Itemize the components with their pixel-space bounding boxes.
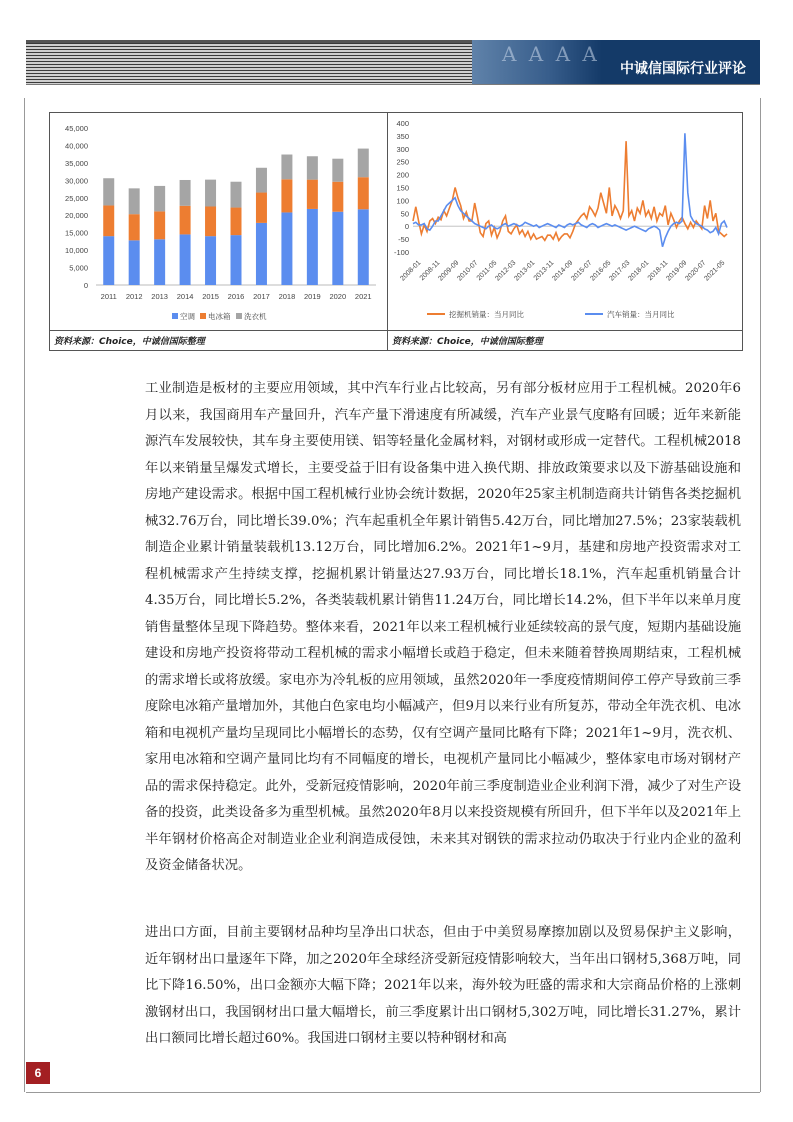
page-header <box>26 40 760 84</box>
legend-swatch <box>200 313 206 319</box>
y-tick-label: 0 <box>83 281 88 290</box>
y-tick-label: 0 <box>404 222 409 232</box>
x-tick-label: 2012-03 <box>494 259 518 283</box>
bar-空调 <box>231 235 242 285</box>
x-tick-label: 2012 <box>125 292 143 301</box>
legend-swatch <box>236 313 242 319</box>
y-tick-label: 15,000 <box>65 228 88 238</box>
chart-source-right: 资料来源：Choice，中诚信国际整理 <box>392 337 543 347</box>
x-tick-label: 2013 <box>151 292 168 301</box>
y-tick-label: 150 <box>396 183 409 193</box>
bar-电冰箱 <box>231 208 242 236</box>
y-tick-label: 40,000 <box>65 141 88 151</box>
y-tick-label: 250 <box>396 157 409 167</box>
chart-divider <box>387 113 388 350</box>
chart-table <box>49 112 743 351</box>
bar-空调 <box>154 239 165 285</box>
x-tick-label: 2016 <box>227 292 245 301</box>
y-tick-label: 45,000 <box>65 124 88 133</box>
bar-电冰箱 <box>180 206 191 235</box>
bar-电冰箱 <box>281 179 292 212</box>
x-tick-label: 2013-11 <box>532 259 556 283</box>
y-tick-label: 50 <box>400 209 409 219</box>
x-tick-label: 2014 <box>176 292 194 301</box>
x-tick-label: 2020-07 <box>684 259 708 283</box>
legend-label: 洗衣机 <box>244 312 267 321</box>
x-tick-label: 2021 <box>354 292 372 301</box>
header-rule <box>26 84 760 85</box>
bar-电冰箱 <box>205 207 216 237</box>
y-tick-label: 20,000 <box>65 211 88 221</box>
x-tick-label: 2017-03 <box>608 259 632 283</box>
x-tick-label: 2008-11 <box>418 259 442 283</box>
x-tick-label: 2018-11 <box>646 259 670 283</box>
bar-电冰箱 <box>332 182 343 212</box>
y-tick-label: -100 <box>393 248 409 257</box>
x-tick-label: 2017 <box>253 292 270 301</box>
x-tick-label: 2021-05 <box>703 259 727 283</box>
x-tick-label: 2011 <box>100 292 117 301</box>
y-tick-label: 350 <box>396 131 409 141</box>
y-tick-label: 5,000 <box>69 263 88 273</box>
appliance-production-chart <box>50 113 387 330</box>
bar-电冰箱 <box>103 205 114 236</box>
legend-label: 挖掘机销量：当月同比 <box>449 310 524 319</box>
series-line-汽车销量：当月同比 <box>413 133 727 247</box>
chart-source-left: 资料来源：Choice，中诚信国际整理 <box>54 337 205 347</box>
y-tick-label: 25,000 <box>65 193 88 203</box>
x-tick-label: 2011-05 <box>475 259 499 283</box>
bar-电冰箱 <box>154 211 165 239</box>
y-tick-label: 10,000 <box>65 246 88 256</box>
bar-空调 <box>332 212 343 285</box>
x-tick-label: 2020 <box>329 292 347 301</box>
bar-洗衣机 <box>231 182 242 208</box>
bar-洗衣机 <box>281 155 292 180</box>
series-line-挖掘机销量：当月同比 <box>413 141 727 240</box>
bar-空调 <box>307 209 318 285</box>
x-tick-label: 2019 <box>304 292 321 301</box>
header-stripes <box>26 40 472 84</box>
x-tick-label: 2016-05 <box>589 259 613 283</box>
bar-洗衣机 <box>256 168 267 193</box>
bar-空调 <box>205 236 216 285</box>
bar-空调 <box>103 236 114 285</box>
chart-source-rule <box>50 330 742 331</box>
bar-洗衣机 <box>103 178 114 205</box>
x-tick-label: 2018-01 <box>627 259 651 283</box>
header-title: 中诚信国际行业评论 <box>620 61 746 77</box>
x-tick-label: 2009-09 <box>437 259 461 283</box>
bar-洗衣机 <box>358 149 369 178</box>
y-tick-label: 200 <box>396 170 409 180</box>
legend-label: 电冰箱 <box>208 312 231 321</box>
page-number: 6 <box>26 1062 50 1084</box>
header-stripes-top <box>26 40 472 43</box>
x-tick-label: 2010-07 <box>456 259 480 283</box>
x-tick-label: 2015 <box>202 292 219 301</box>
body-paragraph-1: 工业制造是板材的主要应用领域，其中汽车行业占比较高，另有部分板材应用于工程机械。2020年6月以来，我国商用车产量回升，汽车产量下滑速度有所减缓，汽车产业景气度略有回暖；近年来新能源汽车发展较快，其车身主要使用镁、铝等轻量化金属材料，对钢材或形成一定替代。工程机械2018年以来销量呈爆发式增长，主要受益于旧有设备集中进入换代期、排放政策要求以及下游基础设施和房地产建设需求。根据中国工程机械行业协会统计数据，2020年25家主机制造商共计销售各类挖掘机械32.76万台，同比增长39.0%；汽车起重机全年累计销售5.42万台，同比增加27.5%；23家装载机制造企业累计销量装载机13.12万台，同比增加6.2%。2021年1~9月，基建和房地产投资需求对工程机械需求产生持续支撑，挖掘机累计销量达27.93万台，同比增长18.1%，汽车起重机销量合计4.35万台，同比增长5.2%，各类装载机累计销售11.24万台，同比增长14.2%，但下半年以来单月度销售量整体呈现下降趋势。整体来看，2021年以来工程机械行业延续较高的景气度，短期内基础设施建设和房地产投资将带动工程机械的需求小幅增长或趋于稳定，但未来随着替换周期结束，工程机械的需求增长或将放缓。家电亦为冷轧板的应用领域，虽然2020年一季度疫情期间停工停产导致前三季度除电冰箱产量增加外，其他白色家电均小幅减产，但9月以来行业有所复苏，带动全年洗衣机、电冰箱和电视机产量均呈现同比小幅增长的态势，仅有空调产量同比略有下降；2021年1~9月，洗衣机、家用电冰箱和空调产量同比均有不同幅度的增长，电视机产量同比小幅减少，整体家电市场对钢材产品的需求保持稳定。此外，受新冠疫情影响，2020年前三季度制造业企业利润下滑，减少了对生产设备的投资，此类设备多为重型机械。虽然2020年8月以来投资规模有所回升，但下半年以及2021年上半年钢材价格高企对制造业企业利润造成侵蚀，未来其对钢铁的需求拉动仍取决于行业内企业的盈利及资金储备状况。 <box>145 381 741 873</box>
page-left-border <box>24 98 25 1092</box>
bar-空调 <box>180 234 191 285</box>
x-tick-label: 2019-09 <box>665 259 689 283</box>
footer-rule <box>26 1092 760 1093</box>
legend-label: 汽车销量：当月同比 <box>607 310 675 319</box>
header-banner <box>472 40 760 84</box>
bar-电冰箱 <box>358 177 369 209</box>
body-paragraph-2: 进出口方面，目前主要钢材品种均呈净出口状态，但由于中美贸易摩擦加剧以及贸易保护主义影响，近年钢材出口量逐年下降，加之2020年全球经济受新冠疫情影响较大，当年出口钢材5,368万吨，同比下降16.50%，出口金额亦大幅下降；2021年以来，海外较为旺盛的需求和大宗商品价格的上涨刺激钢材出口，我国钢材出口量大幅增长，前三季度累计出口钢材5,302万吨，同比增长31.27%，累计出口额同比增长超过60%。我国进口钢材主要以特种钢材和高 <box>145 925 741 1046</box>
x-tick-label: 2008-01 <box>399 259 423 283</box>
y-tick-label: 100 <box>396 196 409 206</box>
y-tick-label: 400 <box>396 119 409 128</box>
bar-空调 <box>281 212 292 285</box>
y-tick-label: -50 <box>398 235 409 245</box>
bar-电冰箱 <box>256 193 267 223</box>
bar-洗衣机 <box>129 188 140 214</box>
x-tick-label: 2013-01 <box>513 259 537 283</box>
y-tick-label: 300 <box>396 144 409 154</box>
bar-洗衣机 <box>154 186 165 211</box>
bar-电冰箱 <box>129 214 140 240</box>
header-banner-deco: A A A A <box>502 42 600 66</box>
bar-洗衣机 <box>307 156 318 179</box>
bar-空调 <box>129 240 140 285</box>
x-tick-label: 2018 <box>278 292 296 301</box>
bar-电冰箱 <box>307 180 318 209</box>
y-tick-label: 35,000 <box>65 158 88 168</box>
bar-洗衣机 <box>205 180 216 207</box>
bar-空调 <box>256 223 267 285</box>
page-right-border <box>760 98 761 1092</box>
x-tick-label: 2015-07 <box>570 259 594 283</box>
legend-swatch <box>172 313 178 319</box>
bar-洗衣机 <box>332 159 343 182</box>
bar-空调 <box>358 209 369 285</box>
x-tick-label: 2014-09 <box>551 259 575 283</box>
excavator-auto-sales-chart <box>387 113 742 330</box>
legend-label: 空调 <box>180 312 195 321</box>
y-tick-label: 30,000 <box>65 176 88 186</box>
bar-洗衣机 <box>180 180 191 206</box>
